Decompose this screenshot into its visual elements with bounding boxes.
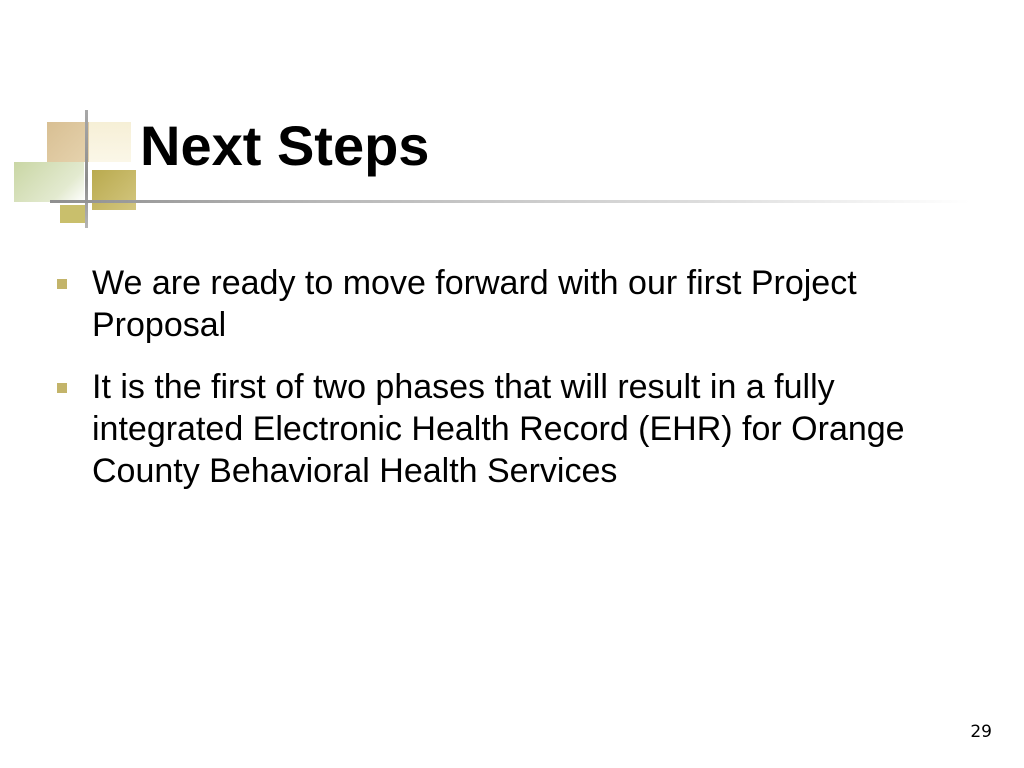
bullet-text: We are ready to move forward with our first Project Proposal (92, 264, 857, 344)
bullet-item (55, 262, 985, 346)
bullet-list (55, 262, 985, 512)
square-bullet-icon (57, 383, 67, 393)
decor-square-olive-small (60, 205, 86, 223)
title-underline (50, 200, 970, 203)
decor-vertical-line (85, 110, 88, 228)
decor-square-tan (47, 122, 89, 162)
decor-square-cream (89, 122, 131, 162)
square-bullet-icon (57, 279, 67, 289)
decor-square-green (14, 162, 84, 202)
bullet-text: It is the first of two phases that will result in a fully integrated Electronic Health Record (EHR) for Orange County Behavioral Health Services (92, 368, 905, 490)
corner-decoration (0, 0, 160, 240)
slide-title: Next Steps (140, 114, 430, 177)
page-number: 29 (970, 722, 992, 742)
decor-square-olive (92, 170, 136, 210)
bullet-item (55, 366, 985, 492)
